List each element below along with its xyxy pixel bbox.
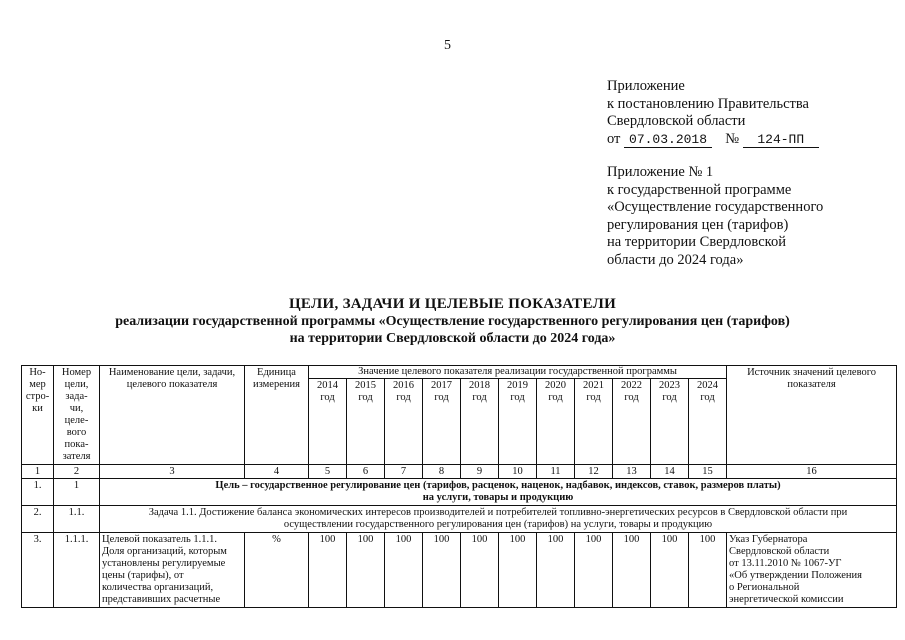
indicator-unit: %	[245, 533, 309, 608]
goal-text: Цель – государственное регулирование цен (тарифов, расценок, наценок, надбавок, индексов, ставок, размеров платы) на услуги, товары и продукцию	[100, 479, 897, 506]
column-numbers-row	[22, 465, 897, 479]
document-subtitle-line2: на территории Свердловской области до 2024 года»	[289, 331, 616, 346]
indicator-value: 100	[651, 533, 689, 608]
header-unit: Единица измерения	[245, 366, 309, 465]
resolution-date: 07.03.2018	[624, 133, 712, 148]
column-number: 8	[423, 465, 461, 479]
header-year: 2024 год	[689, 379, 727, 465]
indicator-value: 100	[347, 533, 385, 608]
header-year: 2019 год	[499, 379, 537, 465]
header-year: 2022 год	[613, 379, 651, 465]
header-row-number: Но- мер стро- ки	[22, 366, 54, 465]
column-number: 2	[54, 465, 100, 479]
appendix-line: на территории Свердловской	[607, 234, 786, 251]
appendix-program-block	[607, 164, 823, 270]
column-number: 15	[689, 465, 727, 479]
indicator-value: 100	[309, 533, 347, 608]
resolution-number: 124-ПП	[743, 133, 819, 148]
column-number: 11	[537, 465, 575, 479]
header-name: Наименование цели, задачи, целевого показателя	[100, 366, 245, 465]
appendix-line: области до 2024 года»	[607, 251, 744, 268]
indicator-value: 100	[689, 533, 727, 608]
goal-row	[22, 479, 897, 506]
appendix-line: к постановлению Правительства	[607, 95, 809, 112]
indicator-value: 100	[499, 533, 537, 608]
appendix-line: «Осуществление государственного	[607, 199, 824, 216]
column-number: 10	[499, 465, 537, 479]
header-year: 2014 год	[309, 379, 347, 465]
goal-number: 1	[54, 479, 100, 506]
header-year: 2021 год	[575, 379, 613, 465]
header-year: 2020 год	[537, 379, 575, 465]
page-number: 5	[444, 38, 451, 53]
goal-row-number: 1.	[22, 479, 54, 506]
column-number: 13	[613, 465, 651, 479]
column-number: 7	[385, 465, 423, 479]
task-number: 1.1.	[54, 506, 100, 533]
indicator-number: 1.1.1.	[54, 533, 100, 608]
indicator-value: 100	[461, 533, 499, 608]
indicator-value: 100	[613, 533, 651, 608]
indicator-source: Указ Губернатора Свердловской области от 13.11.2010 № 1067-УГ «Об утверждении Положения о Региональной энергетической комиссии	[727, 533, 897, 608]
column-number: 3	[100, 465, 245, 479]
indicator-value: 100	[385, 533, 423, 608]
task-row-number: 2.	[22, 506, 54, 533]
indicator-value: 100	[537, 533, 575, 608]
task-row	[22, 506, 897, 533]
header-year: 2023 год	[651, 379, 689, 465]
column-number: 5	[309, 465, 347, 479]
column-number: 1	[22, 465, 54, 479]
appendix-line: к государственной программе	[607, 181, 792, 198]
appendix-line: Свердловской области	[607, 113, 746, 130]
appendix-line: Приложение № 1	[607, 164, 714, 180]
header-year: 2018 год	[461, 379, 499, 465]
task-text: Задача 1.1. Достижение баланса экономических интересов производителей и потребителей топливно-энергетических ресурсов в Свердловской области при осуществлении государственного регулирования цен (тарифов) на услуги, товары и продукцию	[100, 506, 897, 533]
column-number: 14	[651, 465, 689, 479]
indicator-name: Целевой показатель 1.1.1. Доля организаций, которым установлены регулируемые цены (тарифы), от количества организаций, представивших расчетные	[100, 533, 245, 608]
indicator-row-number: 3.	[22, 533, 54, 608]
appendix-resolution-block	[607, 78, 819, 148]
header-values-group: Значение целевого показателя реализации государственной программы	[309, 366, 727, 379]
column-number: 12	[575, 465, 613, 479]
appendix-line: Приложение	[607, 78, 685, 94]
header-year: 2017 год	[423, 379, 461, 465]
header-year: 2015 год	[347, 379, 385, 465]
indicators-table	[21, 365, 897, 608]
column-number: 4	[245, 465, 309, 479]
indicator-row	[22, 533, 897, 608]
number-prefix: №	[725, 130, 740, 147]
column-number: 6	[347, 465, 385, 479]
header-row	[22, 366, 897, 379]
indicator-value: 100	[575, 533, 613, 608]
header-goal-number: Номер цели, зада- чи, целе- вого пока- зателя	[54, 366, 100, 465]
document-title: ЦЕЛИ, ЗАДАЧИ И ЦЕЛЕВЫЕ ПОКАЗАТЕЛИ	[288, 296, 617, 312]
appendix-line: регулирования цен (тарифов)	[607, 216, 789, 233]
header-year: 2016 год	[385, 379, 423, 465]
resolution-date-line	[607, 131, 819, 149]
column-number: 9	[461, 465, 499, 479]
indicator-value: 100	[423, 533, 461, 608]
date-prefix: от	[607, 130, 621, 147]
header-source: Источник значений целевого показателя	[727, 366, 897, 465]
column-number: 16	[727, 465, 897, 479]
document-subtitle: реализации государственной программы «Осуществление государственного регулирования цен (тарифов)	[115, 314, 790, 329]
